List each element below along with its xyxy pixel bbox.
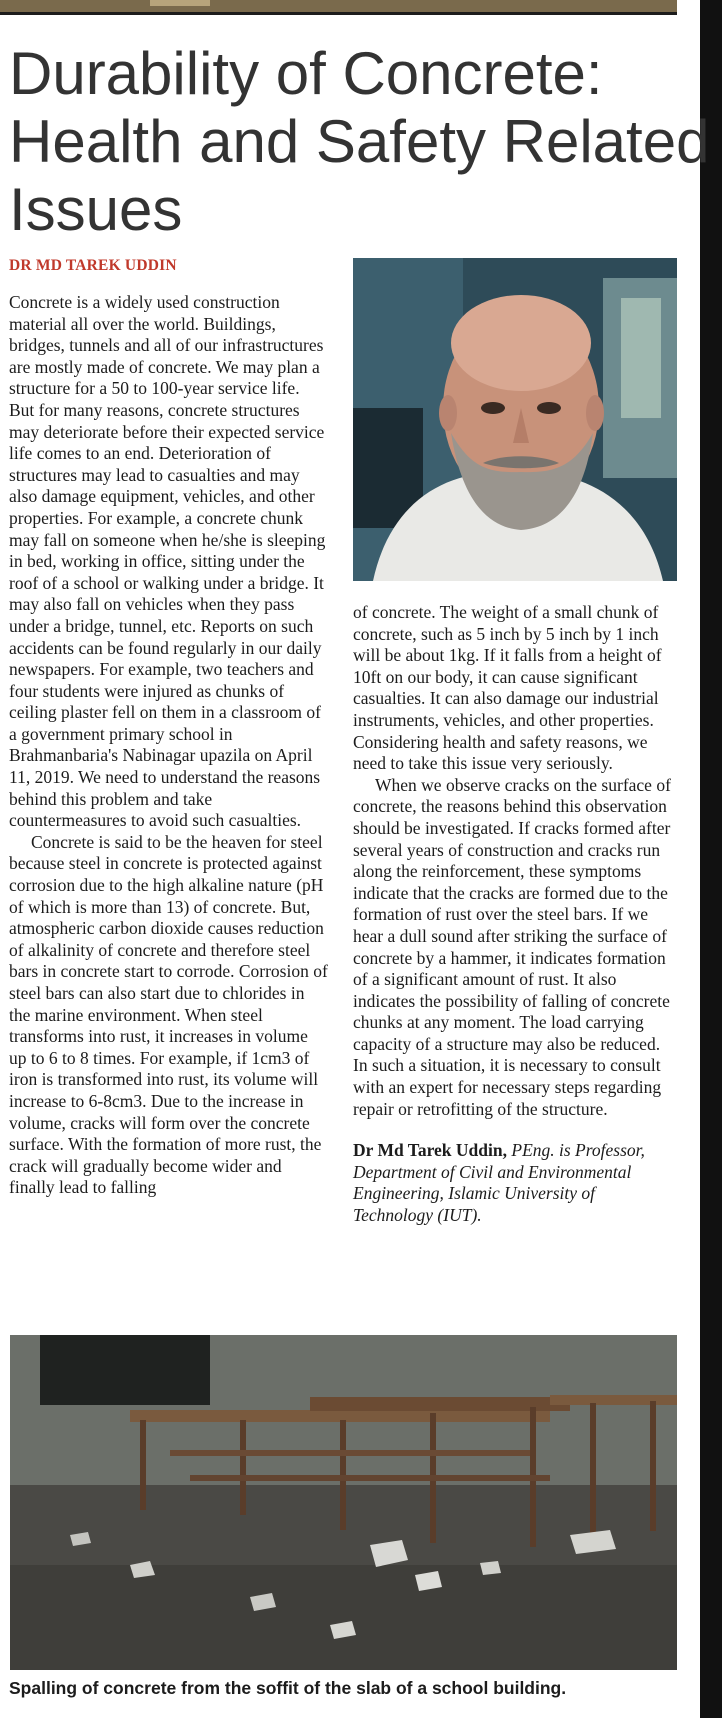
- classroom-photo-image: [10, 1335, 677, 1670]
- classroom-photo: [10, 1335, 677, 1670]
- author-portrait-image: [353, 258, 677, 581]
- article-column-left: [9, 292, 329, 1199]
- headline-line: Health and Safety Related: [9, 108, 710, 175]
- body-paragraph: Concrete is a widely used construction material all over the world. Buildings, bridges, tunnels and all of our infrastructures are mostly made of concrete. We may plan a structure for a 50 to 100-year service life. But for many reasons, concrete structures may deteriorate before their expected service life comes to an end. Deterioration of structures may lead to casualties and may also damage equipment, vehicles, and other properties. For example, a concrete chunk may fall on someone when he/she is sleeping in bed, working in office, sitting under the roof of a school or walking under a bridge. It may also fall on vehicles when they pass under a bridge, tunnel, etc. Reports on such accidents can be found regularly in our daily newspapers. For example, two teachers and four students were injured as chunks of ceiling plaster fell on them in a classroom of a government primary school in Brahmanbaria's Nabinagar upazila on April 11, 2019. We need to understand the reasons behind this problem and take countermeasures to avoid such casualties.: [9, 292, 326, 831]
- author-portrait: [353, 258, 677, 581]
- headline-line: Durability of Concrete:: [9, 40, 603, 107]
- body-paragraph: Concrete is said to be the heaven for steel because steel in concrete is protected against corrosion due to the high alkaline nature (pH of which is more than 13) of concrete. But, atmospheric carbon dioxide causes reduction of alkalinity of concrete and therefore steel bars in concrete start to corrode. Corrosion of steel bars can also start due to chlorides in the marine environment. When steel transforms into rust, it increases in volume up to 6 to 8 times. For example, if 1cm3 of iron is transformed into rust, its volume will increase to 6-8cm3. Due to the increase in volume, cracks will form over the concrete surface. With the formation of more rust, the crack will gradually become wider and finally lead to falling: [9, 831, 328, 1198]
- author-note-bio: PEng. is Professor, Department of Civil and Environmental Engineering, Islamic University of Technology (IUT).: [353, 1140, 645, 1226]
- top-strip-mark: [150, 0, 210, 6]
- author-note: [353, 1140, 678, 1226]
- author-byline: DR MD TAREK UDDIN: [9, 257, 177, 274]
- page-right-edge: [700, 0, 722, 1718]
- author-note-name: Dr Md Tarek Uddin,: [353, 1140, 507, 1161]
- article-column-right: [353, 602, 678, 1227]
- photo-caption: Spalling of concrete from the soffit of the slab of a school building.: [9, 1678, 567, 1698]
- headline-line: Issues: [9, 176, 183, 243]
- body-paragraph: of concrete. The weight of a small chunk of concrete, such as 5 inch by 5 inch by 1 inch will be about 1kg. If it falls from a height of 10ft on our body, it can cause significant casualties. It can also damage our industrial instruments, vehicles, and other properties. Considering health and safety reasons, we need to take this issue very seriously.: [353, 602, 662, 774]
- page-top-strip: [0, 0, 677, 15]
- article-headline: [9, 40, 709, 244]
- body-paragraph: When we observe cracks on the surface of concrete, the reasons behind this observation should be investigated. If cracks formed after several years of construction and cracks run along the reinforcement, these symptoms indicate that the cracks are formed due to the formation of rust over the steel bars. If we hear a dull sound after striking the surface of concrete by a hammer, it indicates formation of a significant amount of rust. It also indicates the possibility of falling of concrete chunks at any moment. The load carrying capacity of a structure may also be reduced. In such a situation, it is necessary to consult with an expert for necessary steps regarding repair or retrofitting of the structure.: [353, 774, 671, 1119]
